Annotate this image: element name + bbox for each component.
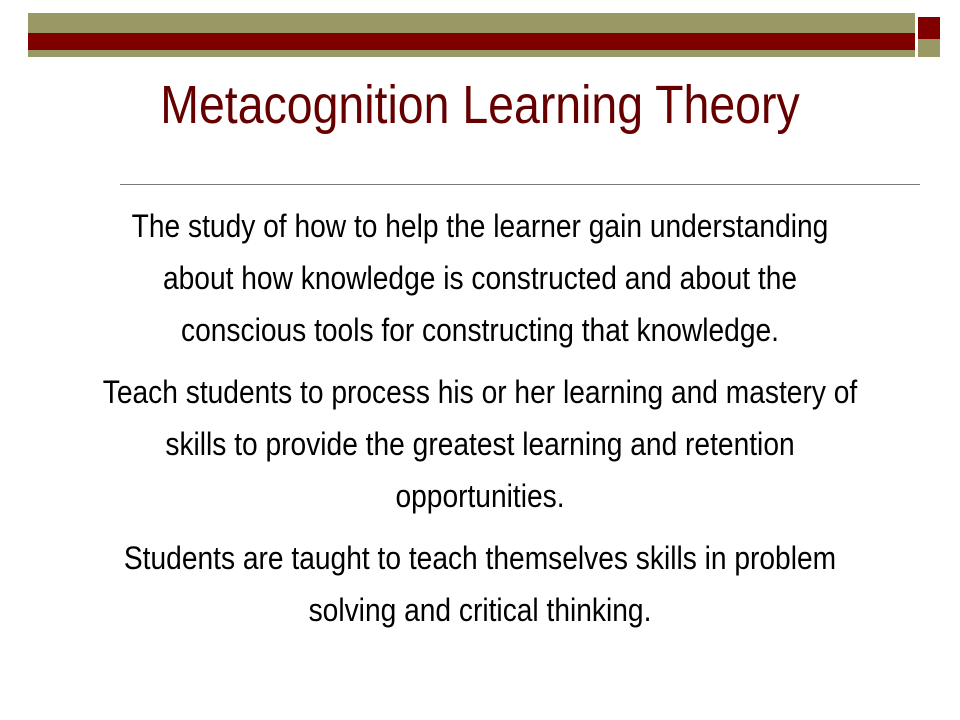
paragraph-teach-students: Teach students to process his or her learning and mastery of skills to provide the greatest learning and retention opportunities. bbox=[102, 374, 858, 514]
paragraph-definition: The study of how to help the learner gain understanding about how knowledge is constructed and about the conscious tools for constructing that knowledge. bbox=[131, 208, 829, 348]
top-banner-bar bbox=[28, 13, 915, 57]
corner-square-maroon bbox=[918, 17, 940, 39]
corner-square-olive bbox=[918, 39, 940, 57]
slide-title: Metacognition Learning Theory bbox=[160, 75, 800, 135]
olive-stripe-bottom bbox=[28, 50, 915, 57]
paragraph-self-teaching: Students are taught to teach themselves skills in problem solving and critical thinking. bbox=[123, 540, 837, 628]
olive-stripe-top bbox=[28, 13, 915, 33]
maroon-stripe bbox=[28, 33, 915, 50]
slide-body bbox=[50, 200, 910, 646]
title-divider bbox=[120, 184, 920, 185]
